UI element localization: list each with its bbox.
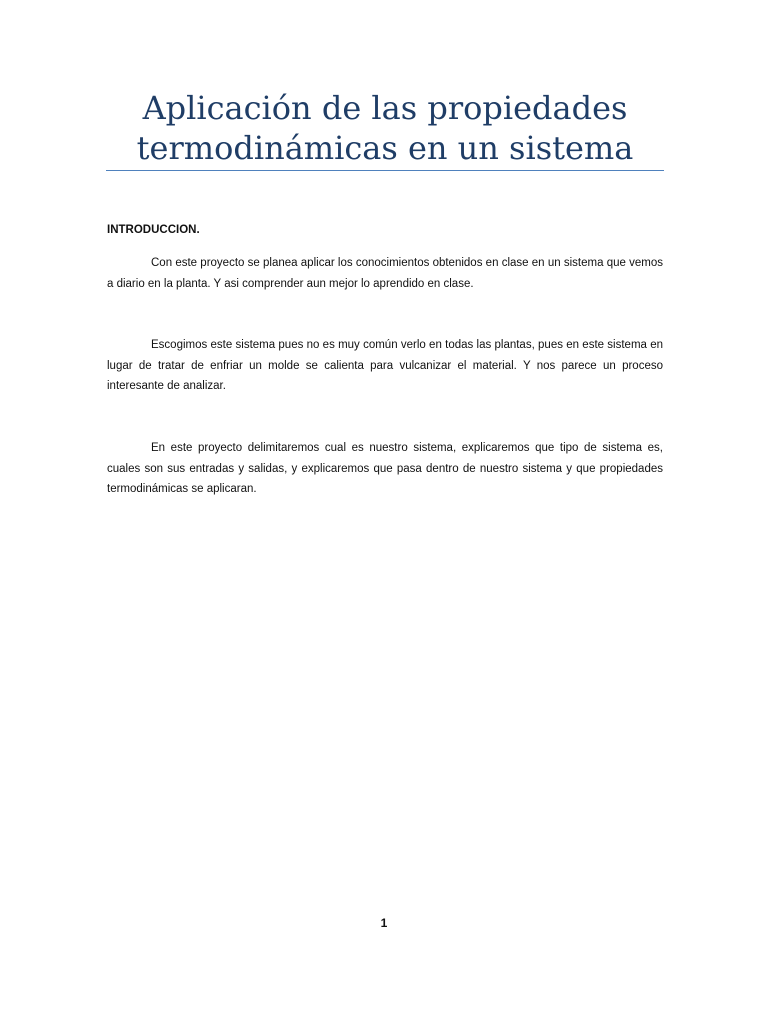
paragraph-1: Con este proyecto se planea aplicar los conocimientos obtenidos en clase en un sistema que vemos a diario en la planta. Y asi comprender aun mejor lo aprendido en clase. <box>107 257 663 290</box>
paragraph-2: Escogimos este sistema pues no es muy común verlo en todas las plantas, pues en este sistema en lugar de tratar de enfriar un molde se calienta para vulcanizar el material. Y nos parece un proceso interesante de analizar. <box>107 339 663 392</box>
paragraph-3: En este proyecto delimitaremos cual es nuestro sistema, explicaremos que tipo de sistema es, cuales son sus entradas y salidas, y explicaremos que pasa dentro de nuestro sistema y que propiedades termodinámicas se aplicaran. <box>107 442 663 495</box>
title-underline-rule <box>106 170 664 171</box>
document-title <box>106 88 664 168</box>
page-number: 1 <box>380 916 388 930</box>
title-line-2: termodinámicas en un sistema <box>136 129 634 167</box>
title-line-1: Aplicación de las propiedades <box>142 89 628 127</box>
section-heading: INTRODUCCION. <box>107 224 200 236</box>
